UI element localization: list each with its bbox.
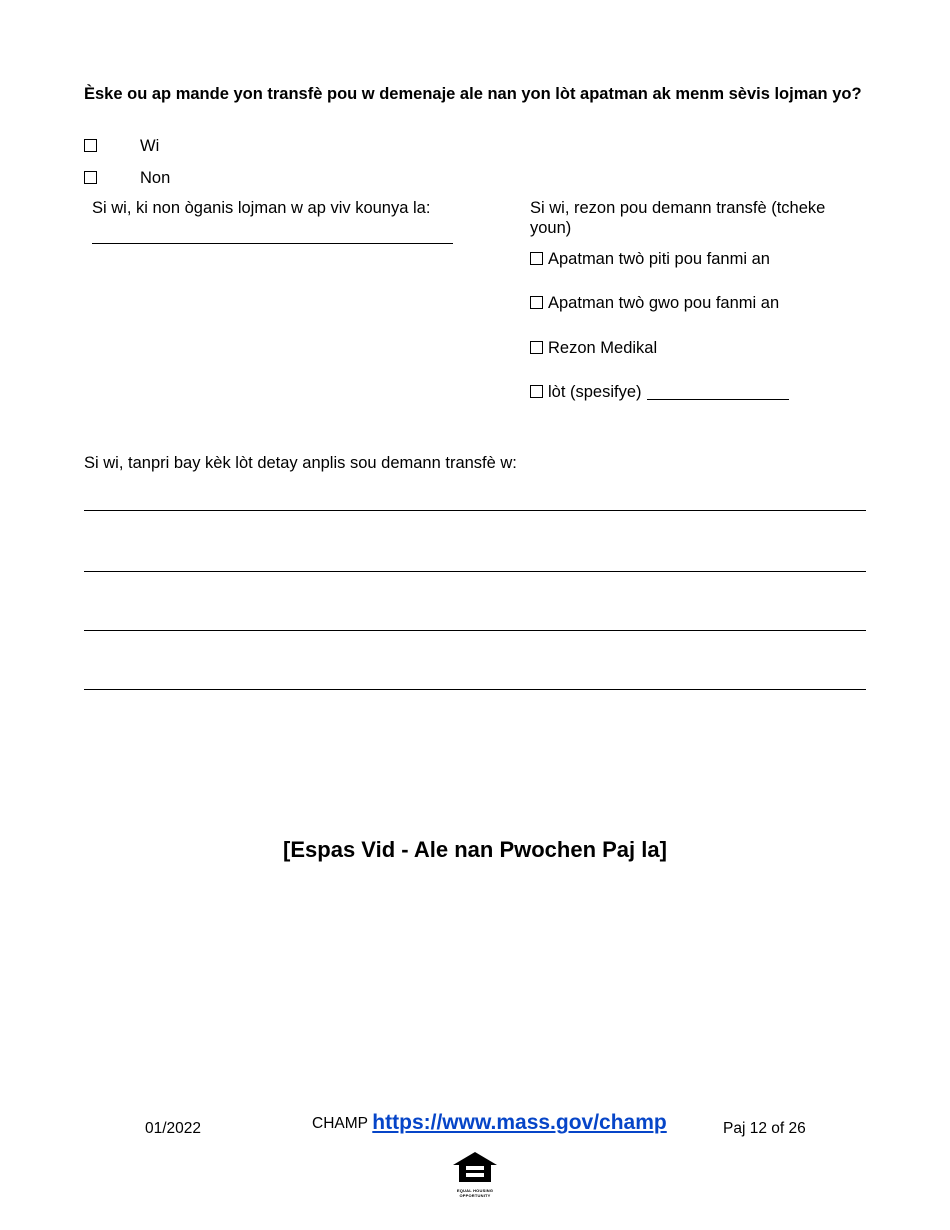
- reason-option-too-large[interactable]: [530, 293, 779, 313]
- housing-agency-label: Si wi, ki non òganis lojman w ap viv kounya la:: [92, 199, 431, 217]
- details-line-2[interactable]: [84, 571, 866, 572]
- no-option[interactable]: [84, 168, 102, 188]
- reason-checkbox[interactable]: [530, 341, 543, 354]
- details-line-4[interactable]: [84, 689, 866, 690]
- footer-program-line: [312, 1113, 667, 1135]
- equal-housing-logo: [451, 1151, 499, 1198]
- footer-program: CHAMP: [312, 1115, 368, 1132]
- yes-option[interactable]: [84, 136, 102, 156]
- reason-option-other[interactable]: [530, 382, 642, 402]
- reason-checkbox[interactable]: [530, 385, 543, 398]
- reason-checkbox[interactable]: [530, 252, 543, 265]
- reason-checkbox[interactable]: [530, 296, 543, 309]
- house-icon: [451, 1151, 499, 1183]
- no-checkbox[interactable]: [84, 171, 97, 184]
- footer-page-number: Paj 12 of 26: [723, 1120, 806, 1137]
- details-line-1[interactable]: [84, 510, 866, 511]
- reason-label: lòt (spesifye): [548, 383, 642, 401]
- logo-caption: EQUAL HOUSING OPPORTUNITY: [456, 1188, 494, 1198]
- details-label: Si wi, tanpri bay kèk lòt detay anplis sou demann transfè w:: [84, 454, 517, 472]
- yes-checkbox[interactable]: [84, 139, 97, 152]
- details-line-3[interactable]: [84, 630, 866, 631]
- housing-agency-field[interactable]: [92, 243, 453, 244]
- reason-option-medical[interactable]: [530, 338, 657, 358]
- transfer-question: Èske ou ap mande yon transfè pou w demenaje ale nan yon lòt apatman ak menm sèvis lojman yo?: [84, 85, 862, 103]
- footer-url-link[interactable]: https://www.mass.gov/champ: [372, 1111, 667, 1134]
- reason-label: Apatman twò piti pou fanmi an: [548, 250, 770, 268]
- reason-option-too-small[interactable]: [530, 249, 770, 269]
- other-reason-field[interactable]: [647, 399, 789, 400]
- footer-date: 01/2022: [145, 1120, 202, 1137]
- transfer-reason-label: Si wi, rezon pou demann transfè (tcheke youn): [530, 199, 826, 237]
- reason-label: Apatman twò gwo pou fanmi an: [548, 294, 780, 312]
- yes-label: Wi: [140, 137, 160, 155]
- reason-label: Rezon Medikal: [548, 339, 658, 357]
- blank-space-heading: [Espas Vid - Ale nan Pwochen Paj la]: [283, 837, 667, 862]
- no-label: Non: [140, 169, 171, 187]
